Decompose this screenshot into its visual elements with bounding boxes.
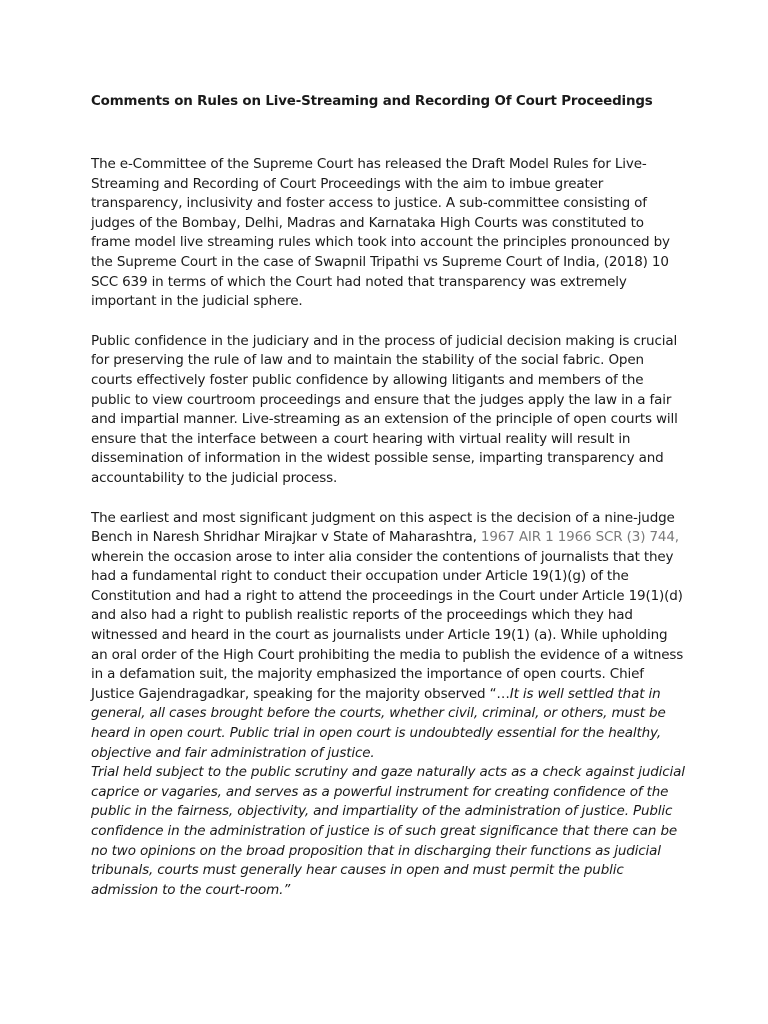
- case-citation: 1967 AIR 1 1966 SCR (3) 744,: [480, 529, 679, 546]
- quote-part-2: Trial held subject to the public scrutiny and gaze naturally acts as a check against judicial caprice or vagaries, and serves as a powerful instrument for creating confidence of the public in the fairness, objectivity, and impartiality of the administration of justice. Public confidence in the administration of justice is of such great significance that there can be no two opinions on the broad proposition that in discharging their functions as judicial tribunals, courts must generally hear causes in open and must permit the public admission to the court-room.”: [91, 764, 685, 898]
- document-title: Comments on Rules on Live-Streaming and Recording Of Court Proceedings: [91, 94, 653, 109]
- paragraph-3-intro: The earliest and most significant judgment on this aspect is the decision of a nine-judge Bench in Naresh Shridhar Mirajkar v State of Maharashtra,: [91, 509, 675, 546]
- paragraph-2: Public confidence in the judiciary and in the process of judicial decision making is crucial for preserving the rule of law and to maintain the stability of the social fabric. Open courts effectively foster public confidence by allowing litigants and members of the public to view courtroom proceedings and ensure that the judges apply the law in a fair and impartial manner. Live-streaming as an extension of the principle of open courts will ensure that the interface between a court hearing with virtual reality will result in dissemination of information in the widest possible sense, imparting transparency and accountability to the judicial process.: [91, 332, 678, 486]
- quote-part-1: It is well settled that in general, all cases brought before the courts, whether civil, criminal, or others, must be heard in open court. Public trial in open court is undoubtedly essential for the healthy, objective and fair administration of justice.: [91, 685, 666, 761]
- paragraph-3-body: wherein the occasion arose to inter alia consider the contentions of journalists that they had a fundamental right to conduct their occupation under Article 19(1)(g) of the Constitution and had a right to attend the proceedings in the Court under Article 19(1)(d) and also had a right to publish realistic reports of the proceedings which they had witnessed and heard in the court as journalists under Article 19(1) (a). While upholding an oral order of the High Court prohibiting the media to publish the evidence of a witness in a defamation suit, the majority emphasized the importance of open courts. Chief Justice Gajendragadkar, speaking for the majority observed “…: [91, 548, 684, 702]
- paragraph-3: [91, 509, 686, 901]
- document-page: [91, 93, 686, 900]
- paragraph-1: The e-Committee of the Supreme Court has released the Draft Model Rules for Live-Streaming and Recording of Court Proceedings with the aim to imbue greater transparency, inclusivity and foster access to justice. A sub-committee consisting of judges of the Bombay, Delhi, Madras and Karnataka High Courts was constituted to frame model live streaming rules which took into account the principles pronounced by the Supreme Court in the case of Swapnil Tripathi vs Supreme Court of India, (2018) 10 SCC 639 in terms of which the Court had noted that transparency was extremely important in the judicial sphere.: [91, 156, 670, 310]
